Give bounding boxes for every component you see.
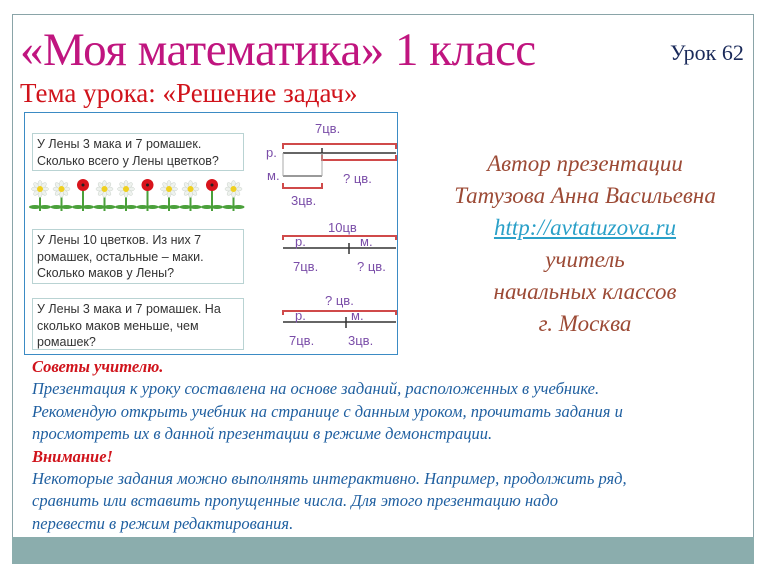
author-name: Татузова Анна Васильевна — [454, 183, 716, 208]
d3-right-label: 3цв. — [348, 333, 374, 348]
d1-r-label: р. — [266, 145, 277, 160]
task-2: У Лены 10 цветков. Из них 7 ромашек, остальные – маки. Сколько маков у Лены? — [32, 229, 244, 284]
d2-r-label: р. — [295, 234, 306, 249]
poppy-flower-icon — [72, 179, 94, 211]
author-city: г. Москва — [538, 311, 632, 336]
task-3: У Лены 3 мака и 7 ромашек. На сколько маков меньше, чем ромашек? — [32, 298, 244, 350]
d1-bottom-label: 3цв. — [291, 193, 317, 208]
notes-line: Некоторые задания можно выполнять интерактивно. Например, продолжить ряд, — [32, 469, 627, 489]
tasks-image — [24, 112, 398, 355]
daisy-flower-icon — [180, 181, 202, 212]
flowers-row — [29, 179, 245, 211]
daisy-flower-icon — [223, 181, 245, 212]
attention-heading: Внимание! — [32, 446, 113, 466]
teacher-notes — [32, 356, 627, 535]
slide-footer-bar — [12, 537, 754, 564]
author-caption: Автор презентации — [487, 151, 683, 176]
notes-heading: Советы учителю. — [32, 357, 164, 376]
daisy-flower-icon — [94, 181, 116, 212]
d3-left-label: 7цв. — [289, 333, 315, 348]
daisy-flower-icon — [29, 181, 51, 212]
d1-question-label: ? цв. — [343, 171, 372, 186]
d2-left-label: 7цв. — [293, 259, 319, 274]
daisy-flower-icon — [158, 181, 180, 212]
d2-top-label: 10цв — [328, 220, 357, 235]
notes-line: перевести в режим редактирования. — [32, 513, 294, 533]
d3-r-label: р. — [295, 308, 306, 323]
notes-line: Презентация к уроку составлена на основе заданий, расположенных в учебнике. — [32, 379, 600, 399]
daisy-flower-icon — [51, 181, 73, 212]
author-website-link[interactable]: http://avtatuzova.ru — [493, 215, 677, 240]
d1-m-label: м. — [267, 168, 280, 183]
lesson-topic: Тема урока: «Решение задач» — [20, 78, 358, 108]
d3-top-label: ? цв. — [325, 293, 354, 308]
task-1: У Лены 3 мака и 7 ромашек. Сколько всего у Лены цветков? — [32, 133, 244, 171]
lesson-number: Урок 62 — [670, 40, 744, 65]
daisy-flower-icon — [115, 181, 137, 212]
diagram-1 — [283, 144, 396, 188]
author-role: учитель — [545, 247, 625, 272]
poppy-flower-icon — [137, 179, 159, 211]
notes-line: сравнить или вставить пропущенные числа. Для этого презентацию надо — [32, 491, 558, 511]
author-block — [430, 148, 740, 340]
slide-title: «Моя математика» 1 класс — [20, 24, 536, 76]
d2-m-label: м. — [360, 234, 373, 249]
d2-right-label: ? цв. — [357, 259, 386, 274]
d3-m-label: м. — [351, 308, 364, 323]
notes-line: Рекомендую открыть учебник на странице с данным уроком, прочитать задания и — [32, 401, 623, 421]
d1-top-label: 7цв. — [315, 121, 341, 136]
notes-line: просмотреть их в данной презентации в режиме демонстрации. — [32, 424, 493, 444]
poppy-flower-icon — [201, 179, 223, 211]
author-role-2: начальных классов — [493, 279, 677, 304]
